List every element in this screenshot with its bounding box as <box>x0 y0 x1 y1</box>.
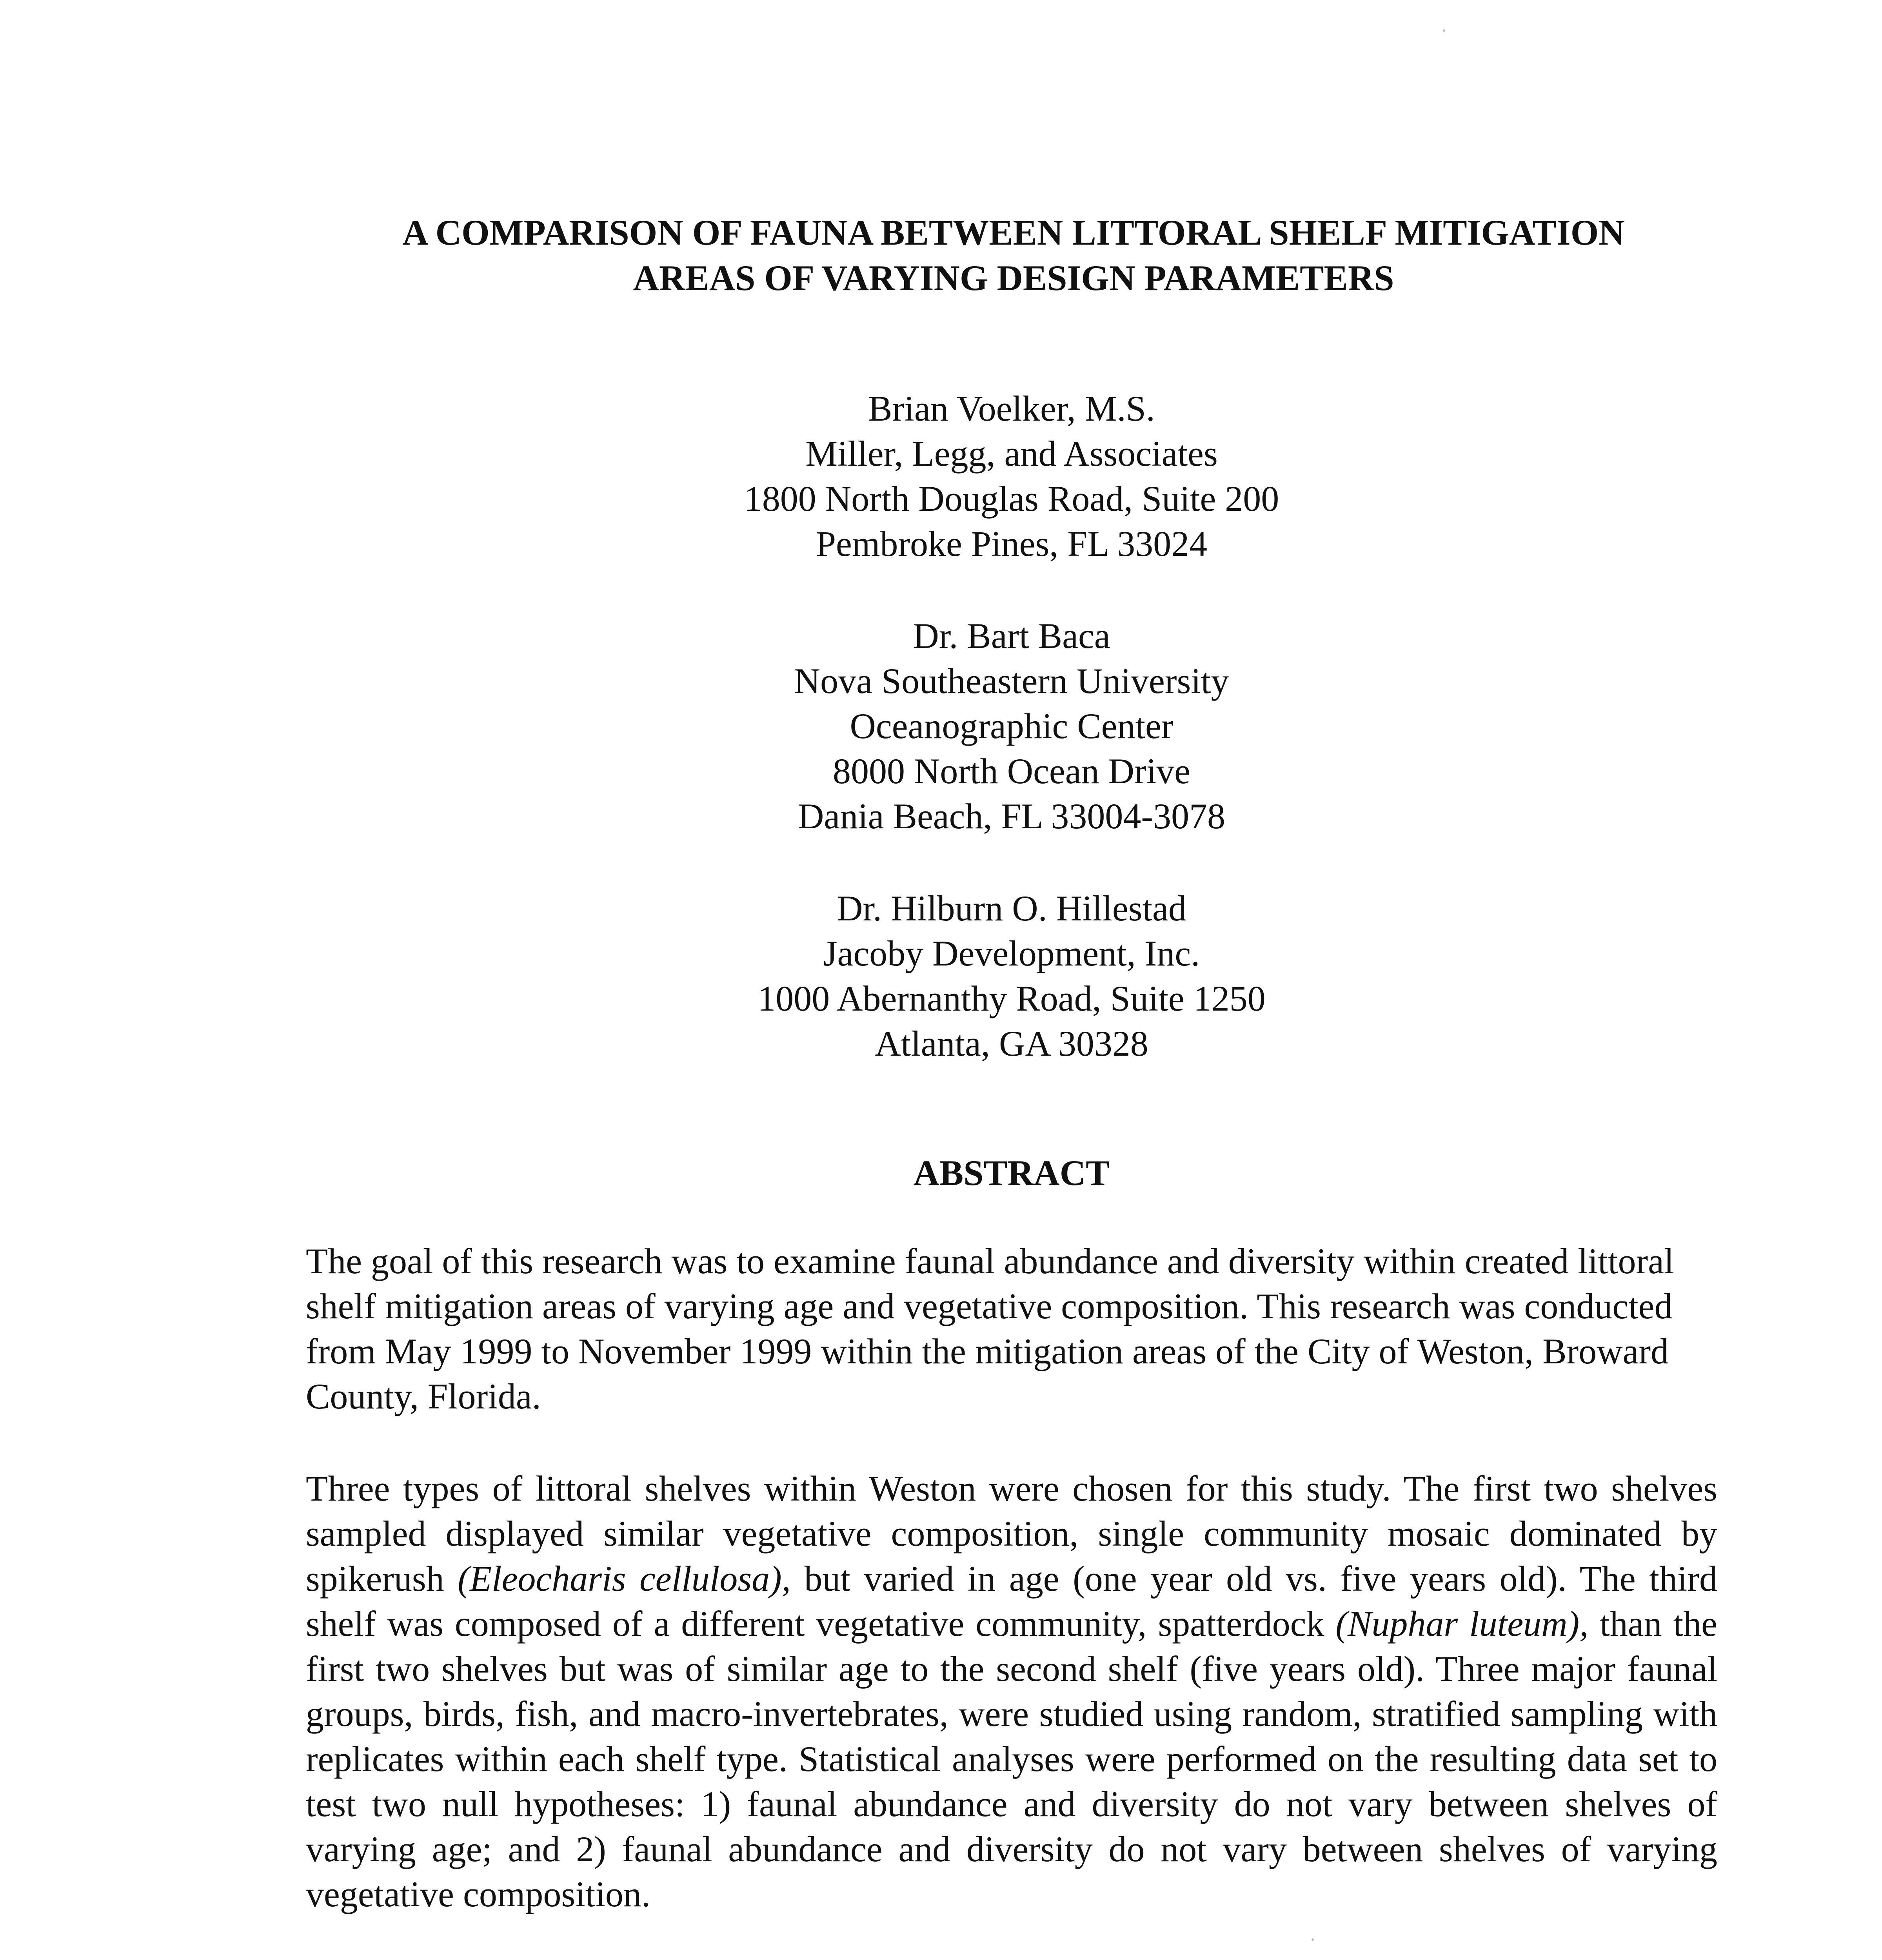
author-name: Dr. Hilburn O. Hillestad <box>837 888 1186 928</box>
author-block-hillestad <box>549 886 1474 1066</box>
author-city: Atlanta, GA 30328 <box>875 1024 1148 1063</box>
abstract-paragraph-2 <box>306 1466 1717 1917</box>
author-organization: Miller, Legg, and Associates <box>805 434 1218 474</box>
author-block-voelker <box>549 386 1474 566</box>
title-line-1: A COMPARISON OF FAUNA BETWEEN LITTORAL SHELF MITIGATION <box>402 212 1625 252</box>
species-name-nuphar: (Nuphar luteum), <box>1335 1604 1589 1644</box>
paper-title <box>274 210 1753 301</box>
title-line-2: AREAS OF VARYING DESIGN PARAMETERS <box>633 258 1394 298</box>
author-name: Brian Voelker, M.S. <box>868 388 1155 428</box>
author-department: Oceanographic Center <box>850 706 1174 746</box>
author-organization: Nova Southeastern University <box>794 661 1229 701</box>
paragraph-text: than the first two shelves but was of similar age to the second shelf (five years old). Three major faunal groups, birds, fish, and macro-invertebrates, were studied using random, stratified sampling with replicates within each shelf type. Statistical analyses were performed on the resulting data set to test two null hypotheses: 1) faunal abundance and diversity do not vary between shelves of varying age; and 2) faunal abundance and diversity do not vary between shelves of varying vegetative composition. <box>306 1604 1717 1914</box>
author-block-baca <box>549 613 1474 839</box>
author-address: 1000 Abernanthy Road, Suite 1250 <box>758 978 1266 1018</box>
author-address: 1800 North Douglas Road, Suite 200 <box>744 479 1279 519</box>
abstract-paragraph-1: The goal of this research was to examine faunal abundance and diversity within created littoral shelf mitigation areas of varying age and vegetative composition. This research was conducted from May 1999 to November 1999 within the mitigation areas of the City of Weston, Broward County, Florida. <box>306 1241 1674 1416</box>
author-city: Dania Beach, FL 33004-3078 <box>797 796 1226 836</box>
author-organization: Jacoby Development, Inc. <box>823 933 1200 973</box>
species-name-eleocharis: (Eleocharis cellulosa), <box>458 1559 791 1599</box>
paragraph-text: Three types of littoral shelves within Weston were chosen for this study. The first two shelves sampled displayed similar vegetative composition, single community mosaic dominated by spikerush <box>306 1468 1717 1599</box>
author-name: Dr. Bart Baca <box>913 616 1110 656</box>
abstract-heading: ABSTRACT <box>913 1153 1110 1193</box>
scan-speck <box>1443 29 1445 32</box>
scan-speck <box>1312 1938 1314 1941</box>
paragraph-text: but varied in age (one year old vs. five years old). The third shelf was composed of a different vegetative community, spatterdock <box>306 1559 1717 1644</box>
author-city: Pembroke Pines, FL 33024 <box>816 524 1208 564</box>
author-address: 8000 North Ocean Drive <box>832 751 1191 791</box>
